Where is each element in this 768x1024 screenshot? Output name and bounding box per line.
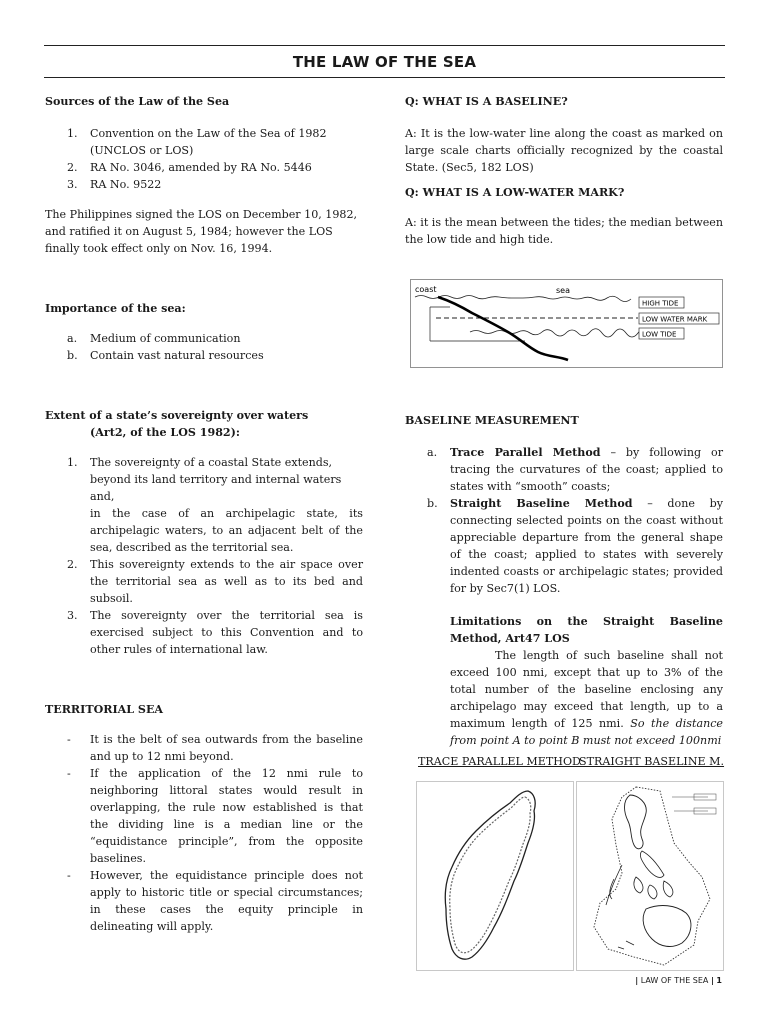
sea-label: sea [556, 286, 570, 295]
extent-heading: Extent of a state’s sovereignty over waters [45, 409, 309, 422]
list-item: b. Straight Baseline Method – done by connecting selected points on the coast without appreciable departure from the general shape of the coast; applied to states with severely indented coasts or archipelagic states; provided for by Sec7(1) LOS. [427, 497, 723, 595]
list-item: 3. RA No. 9522 [67, 178, 162, 191]
limitations-paragraph: The length of such baseline shall not exceed 100 nmi, except that up to 3% of the total number of the baseline enclosing any archipelago may exceed that length, up to a maximum length of 125 nmi. So the distance from point A to point B must not exceed 100nmi [450, 649, 723, 747]
high-tide-label: HIGH TIDE [642, 299, 679, 308]
list-item: 1. Convention on the Law of the Sea of 1982 (UNCLOS or LOS) [67, 127, 327, 157]
low-water-question: Q: WHAT IS A LOW-WATER MARK? [405, 186, 625, 199]
top-rule [44, 45, 725, 46]
list-item: b. Contain vast natural resources [67, 349, 264, 362]
low-water-answer: A: it is the mean between the tides; the median between the low tide and high tide. [405, 216, 723, 246]
page-footer: | LAW OF THE SEA | 1 [635, 976, 722, 985]
footer-label: LAW OF THE SEA [640, 976, 709, 985]
extent-list [45, 454, 363, 658]
territorial-list [45, 731, 363, 935]
limitations-note: So the distance from point A to point B must not exceed 100nmi [450, 717, 723, 747]
importance-list [45, 330, 363, 364]
low-water-mark-label: LOW WATER MARK [642, 315, 708, 324]
caption-straight-baseline: STRAIGHT BASELINE M. [579, 755, 725, 768]
tide-diagram [410, 279, 723, 368]
extent-subheading: (Art2, of the LOS 1982): [90, 426, 240, 439]
right-column [405, 93, 723, 248]
limitations-heading: Limitations on the Straight Baseline Method, Art47 LOS [450, 615, 723, 645]
straight-baseline-map [576, 781, 724, 971]
low-tide-label: LOW TIDE [642, 330, 677, 339]
list-item: - However, the equidistance principle does not apply to historic title or special circumstances; in these cases the equity principle in delineating will apply. [67, 869, 363, 933]
caption-trace-parallel: TRACE PARALLEL METHOD [418, 755, 581, 768]
title-rule [44, 77, 725, 78]
sources-list [45, 125, 363, 193]
left-column [45, 93, 363, 935]
list-item: a. Medium of communication [67, 332, 241, 345]
list-item: 2. RA No. 3046, amended by RA No. 5446 [67, 161, 312, 174]
territorial-heading: TERRITORIAL SEA [45, 703, 164, 716]
list-item: - It is the belt of sea outwards from the baseline and up to 12 nmi beyond. [67, 733, 363, 763]
straight-baseline-term: Straight Baseline Method [450, 497, 633, 510]
list-item: 1. The sovereignty of a coastal State extends, beyond its land territory and internal waters and, in the case of an archipelagic state, its archipelagic waters, to an adjacent belt of the sea, described as the territorial sea. [67, 456, 363, 554]
list-item: 2. This sovereignty extends to the air space over the territorial sea as well as to its bed and subsoil. [67, 558, 363, 605]
trace-parallel-term: Trace Parallel Method [450, 446, 601, 459]
baseline-answer: A: It is the low-water line along the coast as marked on large scale charts officially recognized by the coastal State. (Sec5, 182 LOS) [405, 127, 723, 174]
trace-parallel-map [416, 781, 574, 971]
baseline-question: Q: WHAT IS A BASELINE? [405, 95, 568, 108]
page-number: 1 [716, 976, 722, 985]
sources-heading: Sources of the Law of the Sea [45, 95, 230, 108]
list-item: 3. The sovereignty over the territorial sea is exercised subject to this Convention and to other rules of international law. [67, 609, 363, 656]
ratified-paragraph: The Philippines signed the LOS on December 10, 1982, and ratified it on August 5, 1984; however the LOS finally took effect only on Nov. 16, 1994. [45, 208, 358, 255]
baseline-list [405, 444, 723, 597]
baseline-section [405, 412, 723, 749]
importance-heading: Importance of the sea: [45, 302, 186, 315]
baseline-heading: BASELINE MEASUREMENT [405, 414, 579, 427]
coast-label: coast [415, 285, 437, 294]
list-item: - If the application of the 12 nmi rule to neighboring littoral states would result in overlapping, the rule now established is that the dividing line is a median line or the “equidistance principle”, from the opposite baselines. [67, 767, 363, 865]
list-item: a. Trace Parallel Method – by following or tracing the curvatures of the coast; applied to states with “smooth” coasts; [427, 446, 723, 493]
page-title: THE LAW OF THE SEA [292, 53, 477, 71]
